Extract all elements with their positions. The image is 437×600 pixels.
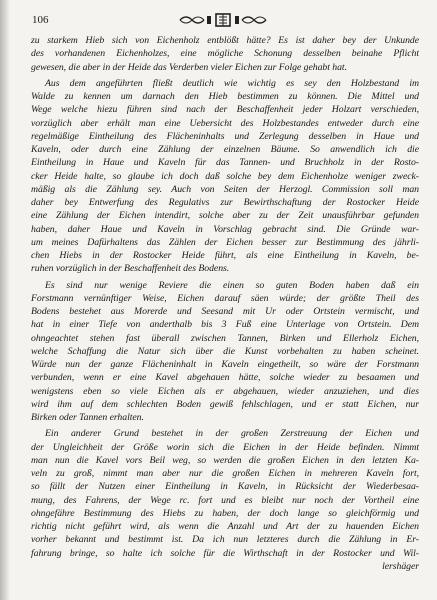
text-line: so fällt der Nutzen einer Eintheilung in Kaveln, in Rücksicht der Wiederbesaa- — [31, 481, 419, 493]
text-line: cker Heide halte, so glaube ich doch daß solche bey dem Eichenholze weniger zweck- — [31, 170, 419, 182]
text-line: haben, daher Haue und Kaveln in Vorschlag gebracht sind. Die Gründe war- — [31, 223, 419, 235]
text-line: der Ungleichheit der Größe worin sich die Eichen in der Heide befinden. Nimmt — [31, 441, 419, 453]
text-line: veln zu groß, nimmt man aber nur die großen Eichen in mehreren Kaveln fort, — [31, 468, 419, 479]
text-line: Walde zu kennen um darnach den Hieb bestimmen zu können. Die Mittel und — [31, 91, 419, 102]
text-line: wird ihm auf dem schlechten Boden gewiß fehlschlagen, und er statt Eichen, nur — [31, 398, 419, 410]
text-line: ohngeachtet stehen fast überall zwischen Tannen, Birken und Ellerholz Eichen, — [31, 332, 419, 344]
page-number: 106 — [32, 14, 49, 26]
text-line: des vorhandenen Eichenholzes, eine mögliche Schonung desselben beinahe Pflicht — [31, 48, 419, 60]
text-line: Ein anderer Grund bestehet in der großen Zerstreuung der Eichen und — [45, 428, 419, 440]
text-line: Birken oder Tannen erhalten. — [31, 412, 144, 423]
text-line: verbunden, wenn er eine Kavel abgehauen hätte, solche wieder zu besaamen und — [31, 372, 419, 384]
text-line: Würde nun der ganze Flächeninhalt in Kaveln eingetheilt, so wäre der Forstmann — [31, 359, 419, 370]
text-line: mung, des Fahrens, der Wege rc. fort und es bleibt nur noch der Vortheil eine — [31, 494, 419, 506]
body-text — [31, 34, 419, 573]
text-line: fahrung bringe, so halte ich solche für die Wirthschaft in der Rostocker und Wil- — [31, 547, 419, 559]
text-line: regelmäßige Eintheilung des Flächeninhalts und Zerlegung desselben in Haue und — [31, 130, 419, 142]
text-line: Aus dem angeführten fließt deutlich wie wichtig es sey den Holzbestand im — [45, 77, 419, 89]
text-line: ruhen vorzüglich in der Beschaffenheit des Bodens. — [31, 263, 230, 275]
text-line: wenigstens eben so viele Eichen als er abgehauen, wieder anzuziehen, und dies — [31, 385, 419, 397]
text-line: richtig nicht geführt wird, als wenn die Anzahl und Art der zu hauenden Eichen — [31, 521, 419, 532]
page-gutter-shadow — [0, 0, 10, 600]
catchword: lershäger — [382, 560, 419, 572]
text-line: um meines Dafürhaltens das Zählen der Eichen besser zur Bestimmung des jährli- — [31, 236, 419, 248]
text-line: Kaveln, oder durch eine Zählung der einzelnen Bäume. So anwendlich ich die — [31, 144, 419, 155]
text-line: Wege welche hiezu führen sind nach der Beschaffenheit jeder Holzart verschieden, — [31, 104, 419, 116]
header-ornament — [178, 12, 268, 28]
text-line: daher bey Entwerfung des Regulativs zur Bewirthschaftung der Rostocker Heide — [31, 197, 419, 208]
text-line: Forstmann vernünftiger Weise, Eichen darauf säen würde; der größte Theil des — [31, 292, 419, 304]
text-line: Eintheilung in Haue und Kaveln für das Tannen- und Bruchholz in der Rosto- — [31, 157, 419, 169]
text-line: mäßig als die Zählung sey. Auch von Seiten der Herzogl. Commission soll man — [31, 183, 419, 195]
text-line: Es sind nur wenige Reviere die einen so guten Boden haben daß ein — [45, 279, 419, 291]
text-line: zu starkem Hieb sich von Eichenholz entblößt hätte? Es ist daher bey der Unkunde — [31, 35, 419, 46]
text-line: ohngefähre Bestimmung des Hiebs zu haben, der doch lange so gleichförmig und — [31, 507, 419, 519]
text-line: eine Zählung der Eichen intendirt, solche aber zu der Zeit unausführbar gefunden — [31, 210, 419, 222]
text-line: gewesen, die aber in der Heide das Verderben vieler Eichen zur Folge gehabt hat. — [31, 61, 347, 73]
text-line: vorher bekannt und bestimmt ist. Da ich nun letzteres durch die Zählung in Er- — [31, 534, 419, 546]
text-line: man nun die Kavel vors Beil weg, so werden die großen Eichen in den letzten Ka- — [31, 454, 419, 466]
text-line: hat in einer Tiefe von anderthalb bis 3 Fuß eine Unterlage von Ortstein. Dem — [31, 319, 419, 331]
text-line: Bodens bestehet aus Morerde und Seesand mit Ur oder Ortstein vermischt, und — [31, 306, 419, 317]
text-line: welche Schaffung die Natur sich über die Kunst vorbehalten zu haben scheinet. — [31, 345, 419, 357]
text-line: chen Hiebs in der Rostocker Heide führt, als eine Eintheilung in Kaveln, be- — [31, 250, 419, 261]
text-line: vorzüglich aber erhält man eine Uebersicht des Holzbestandes entweder durch eine — [31, 117, 419, 129]
